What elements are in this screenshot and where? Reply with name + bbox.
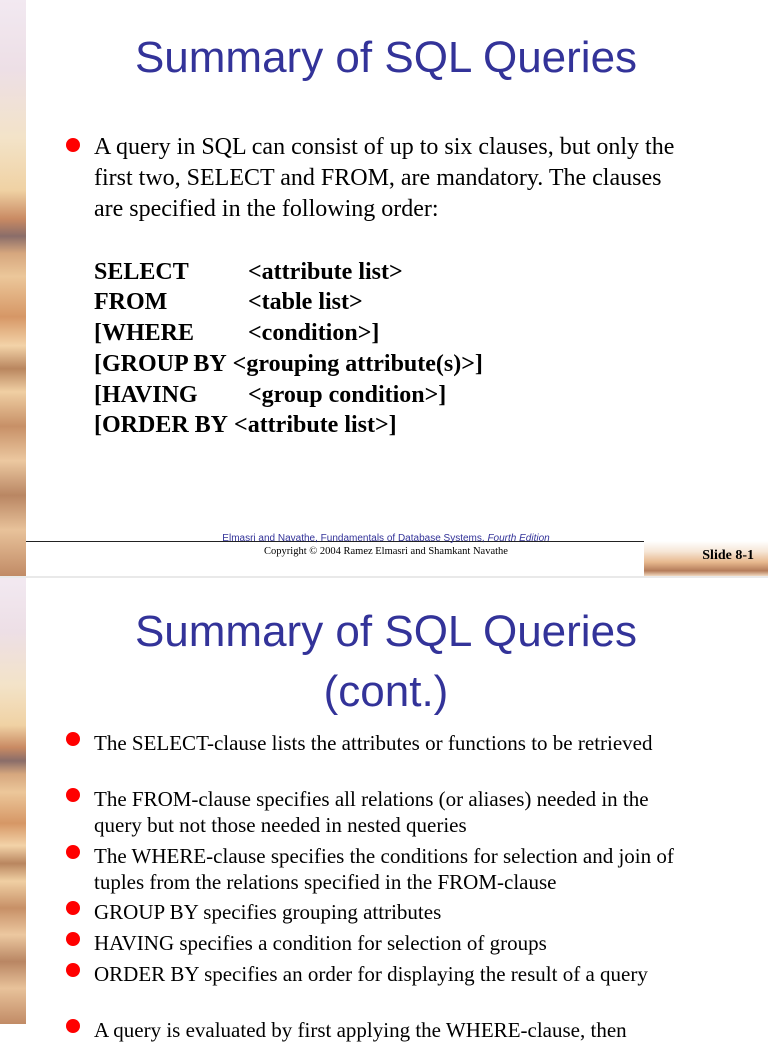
clause-line xyxy=(94,410,397,441)
footer-copyright: Copyright © 2004 Ramez Elmasri and Shamkant Navathe xyxy=(264,546,508,557)
decorative-sidebar xyxy=(0,578,26,1024)
bullet-dot-icon xyxy=(66,788,80,802)
clause-keyword: FROM xyxy=(94,289,168,315)
bullet-dot-icon xyxy=(66,963,80,977)
clause-value: <table list> xyxy=(248,289,363,315)
bullet-dot-icon xyxy=(66,138,80,152)
bullet-text: ORDER BY specifies an order for displaying the result of a query xyxy=(94,962,648,986)
bullet-text: The WHERE-clause specifies the conditions for selection and join of tuples from the relations specified in the FROM-clause xyxy=(94,844,674,894)
footer-edition: Fourth Edition xyxy=(487,533,550,544)
slide-2 xyxy=(0,578,768,1042)
clause-keyword: SELECT xyxy=(94,259,189,285)
bullet-dot-icon xyxy=(66,845,80,859)
clause-line xyxy=(94,318,379,349)
clause-keyword: [WHERE xyxy=(94,320,195,346)
footer-reference-text: Elmasri and Navathe, Fundamentals of Database Systems, xyxy=(222,533,488,544)
bullet-text: A query is evaluated by first applying the WHERE-clause, then xyxy=(94,1018,627,1042)
slide-title-line-2: (cont.) xyxy=(323,667,449,716)
intro-paragraph: A query in SQL can consist of up to six clauses, but only the first two, SELECT and FROM, are mandatory. The clauses are specified in the following order: xyxy=(94,134,675,222)
bullet-dot-icon xyxy=(66,901,80,915)
bullet-dot-icon xyxy=(66,1019,80,1033)
bullet-dot-icon xyxy=(66,732,80,746)
slide-number: Slide 8-1 xyxy=(702,548,754,563)
clause-line xyxy=(94,349,483,380)
clause-line xyxy=(94,257,403,288)
bullet-dot-icon xyxy=(66,932,80,946)
bullet-text: GROUP BY specifies grouping attributes xyxy=(94,900,442,924)
bullet-text: The FROM-clause specifies all relations (or aliases) needed in the query but not those needed in nested queries xyxy=(94,787,649,837)
decorative-sidebar xyxy=(0,0,26,576)
clause-value: <group condition>] xyxy=(248,382,447,408)
clause-value: <attribute list> xyxy=(248,259,403,285)
clause-value: <condition>] xyxy=(248,320,380,346)
clause-line xyxy=(94,287,363,318)
bullet-text: HAVING specifies a condition for selection of groups xyxy=(94,931,547,955)
clause-value: <attribute list>] xyxy=(234,412,397,438)
clause-keyword: [ORDER BY xyxy=(94,412,229,438)
clause-keyword: [HAVING xyxy=(94,382,198,408)
footer-reference xyxy=(26,533,746,544)
clause-keyword: [GROUP BY xyxy=(94,351,227,377)
slide-title: Summary of SQL Queries xyxy=(134,33,638,82)
bullet-text: The SELECT-clause lists the attributes or functions to be retrieved xyxy=(94,731,653,755)
clause-value: <grouping attribute(s)>] xyxy=(232,351,483,377)
slide-title-line-1: Summary of SQL Queries xyxy=(134,607,638,656)
clause-line xyxy=(94,380,446,411)
